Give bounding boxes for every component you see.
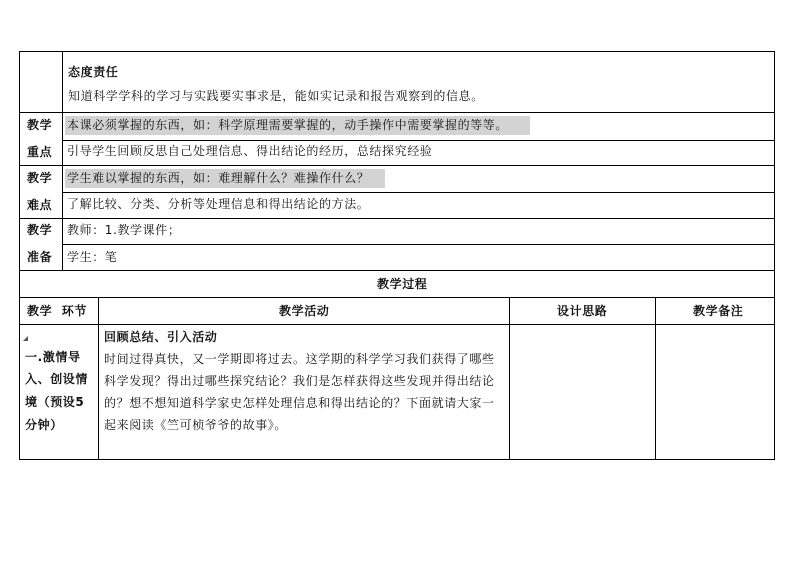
focus-text: 引导学生回顾反思自己处理信息、得出结论的经历，总结探究经验 [67,144,433,158]
stage1-line3: 境（预设5 [25,395,85,409]
preparation-teacher: 教师：1.教学课件； [67,223,181,237]
difficulty-label-bottom: 难点 [27,198,53,212]
col-activity-header: 教学活动 [279,304,330,318]
rule-prep-mid [62,244,775,245]
rule-label-col [62,51,63,270]
rule-stage-col [98,297,99,460]
rule-prep-top [19,218,775,219]
process-title: 教学过程 [377,277,428,291]
rule-left [19,51,20,460]
attitude-text: 知道科学学科的学习与实践要实事求是，能如实记录和报告观察到的信息。 [68,89,484,103]
attitude-title: 态度责任 [68,65,119,79]
focus-hint: 本课必须掌握的东西，如：科学原理需要掌握的，动手操作中需要掌握的等等。 [67,118,509,132]
corner-mark-icon [23,336,28,341]
stage1-activity-text: 时间过得真快，又一学期即将过去。这学期的科学学习我们获得了哪些科学发现？得出过哪些探究结论？我们是怎样获得这些发现并得出结论的？想不想知道科学家史怎样处理信息和得出结论的？下面就请大家一起来阅读《竺可桢爷爷的故事》。 [104,352,495,432]
stage1-line4: 分钟） [25,418,63,432]
rule-design-col [655,297,656,460]
preparation-student: 学生：笔 [67,250,118,264]
difficulty-hint: 学生难以掌握的东西，如：难理解什么？难操作什么？ [67,171,370,185]
stage1-line1: 一.激情导 [25,350,81,364]
focus-label-bottom: 重点 [27,145,53,159]
difficulty-label-top: 教学 [27,171,53,185]
rule-header-bottom [19,324,775,325]
rule-diff-top [19,165,775,166]
preparation-label-bottom: 准备 [27,250,53,264]
preparation-label-top: 教学 [27,223,53,237]
rule-header-top [19,297,775,298]
col-stage-header: 教学 环节 [27,304,87,318]
focus-label-top: 教学 [27,118,53,132]
stage1-line2: 入、创设情 [25,372,89,386]
rule-top [19,51,775,52]
rule-focus-mid [62,140,775,141]
rule-right [774,51,775,460]
difficulty-text: 了解比较、分类、分析等处理信息和得出结论的方法。 [67,197,370,211]
rule-process-top [19,270,775,271]
rule-bottom [19,459,775,460]
stage1-activity-title: 回顾总结、引入活动 [104,330,218,344]
rule-diff-mid [62,192,775,193]
rule-activity-col [509,297,510,460]
col-design-header: 设计思路 [557,304,608,318]
col-notes-header: 教学备注 [693,304,744,318]
rule-focus-top [19,112,775,113]
